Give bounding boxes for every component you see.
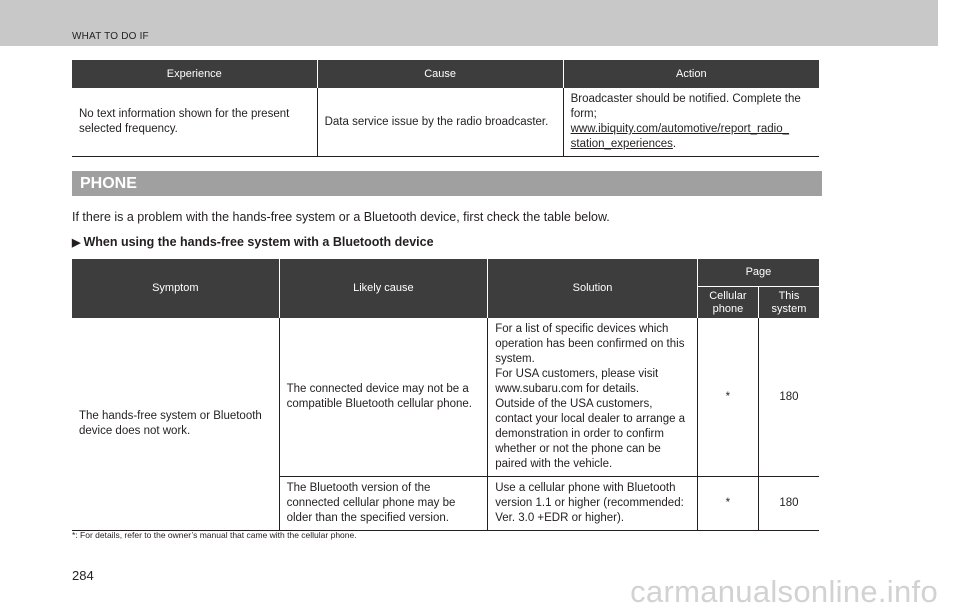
column-header-cellular-phone: Cellular phone xyxy=(697,287,758,319)
section-header-label: WHAT TO DO IF xyxy=(72,31,149,42)
table-header-row xyxy=(72,259,819,287)
footnote: *: For details, refer to the owner’s manual that came with the cellular phone. xyxy=(72,530,357,540)
intro-text: If there is a problem with the hands-free system or a Bluetooth device, first check the table below. xyxy=(72,210,610,224)
symptom-cell: The hands-free system or Bluetooth device does not work. xyxy=(72,318,279,531)
cause-cell: The connected device may not be a compatible Bluetooth cellular phone. xyxy=(279,318,488,477)
section-title: PHONE xyxy=(80,175,137,192)
cellular-page-cell: * xyxy=(697,318,758,477)
action-text: Broadcaster should be notified. Complete the form; xyxy=(570,93,801,120)
cause-cell: The Bluetooth version of the connected cellular phone may be older than the specified version. xyxy=(279,477,488,531)
triangle-right-icon: ▶ xyxy=(72,237,81,249)
system-page-cell: 180 xyxy=(758,318,819,477)
solution-cell: For a list of specific devices which operation has been confirmed on this system. For USA customers, please visit www.subaru.com for details. Outside of the USA customers, contact your local dealer to arrange a demonstration in order to confirm whether or not the phone can be paired with the vehicle. xyxy=(488,318,698,477)
report-link[interactable] xyxy=(571,123,789,150)
column-header-cause: Cause xyxy=(317,60,563,88)
phone-section-bar xyxy=(72,171,822,196)
system-page-cell: 180 xyxy=(758,477,819,531)
experience-cell: No text information shown for the present selected frequency. xyxy=(72,88,317,157)
table-row xyxy=(72,318,819,477)
column-header-page: Page xyxy=(697,259,819,287)
subheading xyxy=(72,235,434,249)
column-header-action: Action xyxy=(563,60,819,88)
cellular-page-cell: * xyxy=(697,477,758,531)
cause-cell: Data service issue by the radio broadcaster. xyxy=(317,88,563,157)
watermark: carmanualsonline.info xyxy=(630,574,938,609)
table-row xyxy=(72,88,819,157)
report-link-line1[interactable]: www.ibiquity.com/automotive/report_radio_ xyxy=(570,123,790,135)
column-header-cause: Likely cause xyxy=(279,259,488,318)
table-header-row xyxy=(72,60,819,88)
solution-cell: Use a cellular phone with Bluetooth version 1.1 or higher (recommended: Ver. 3.0 +EDR or higher). xyxy=(488,477,698,531)
column-header-this-system: This system xyxy=(758,287,819,319)
action-cell xyxy=(563,88,819,157)
report-link-line2[interactable]: station_experiences xyxy=(570,138,673,150)
subheading-text: When using the hands-free system with a Bluetooth device xyxy=(83,235,434,249)
column-header-experience: Experience xyxy=(72,60,317,88)
page-number: 284 xyxy=(72,568,94,583)
column-header-solution: Solution xyxy=(488,259,698,318)
experience-table xyxy=(72,60,819,157)
phone-troubleshooting-table xyxy=(72,259,819,531)
action-link-end: . xyxy=(672,138,677,150)
column-header-symptom: Symptom xyxy=(72,259,279,318)
